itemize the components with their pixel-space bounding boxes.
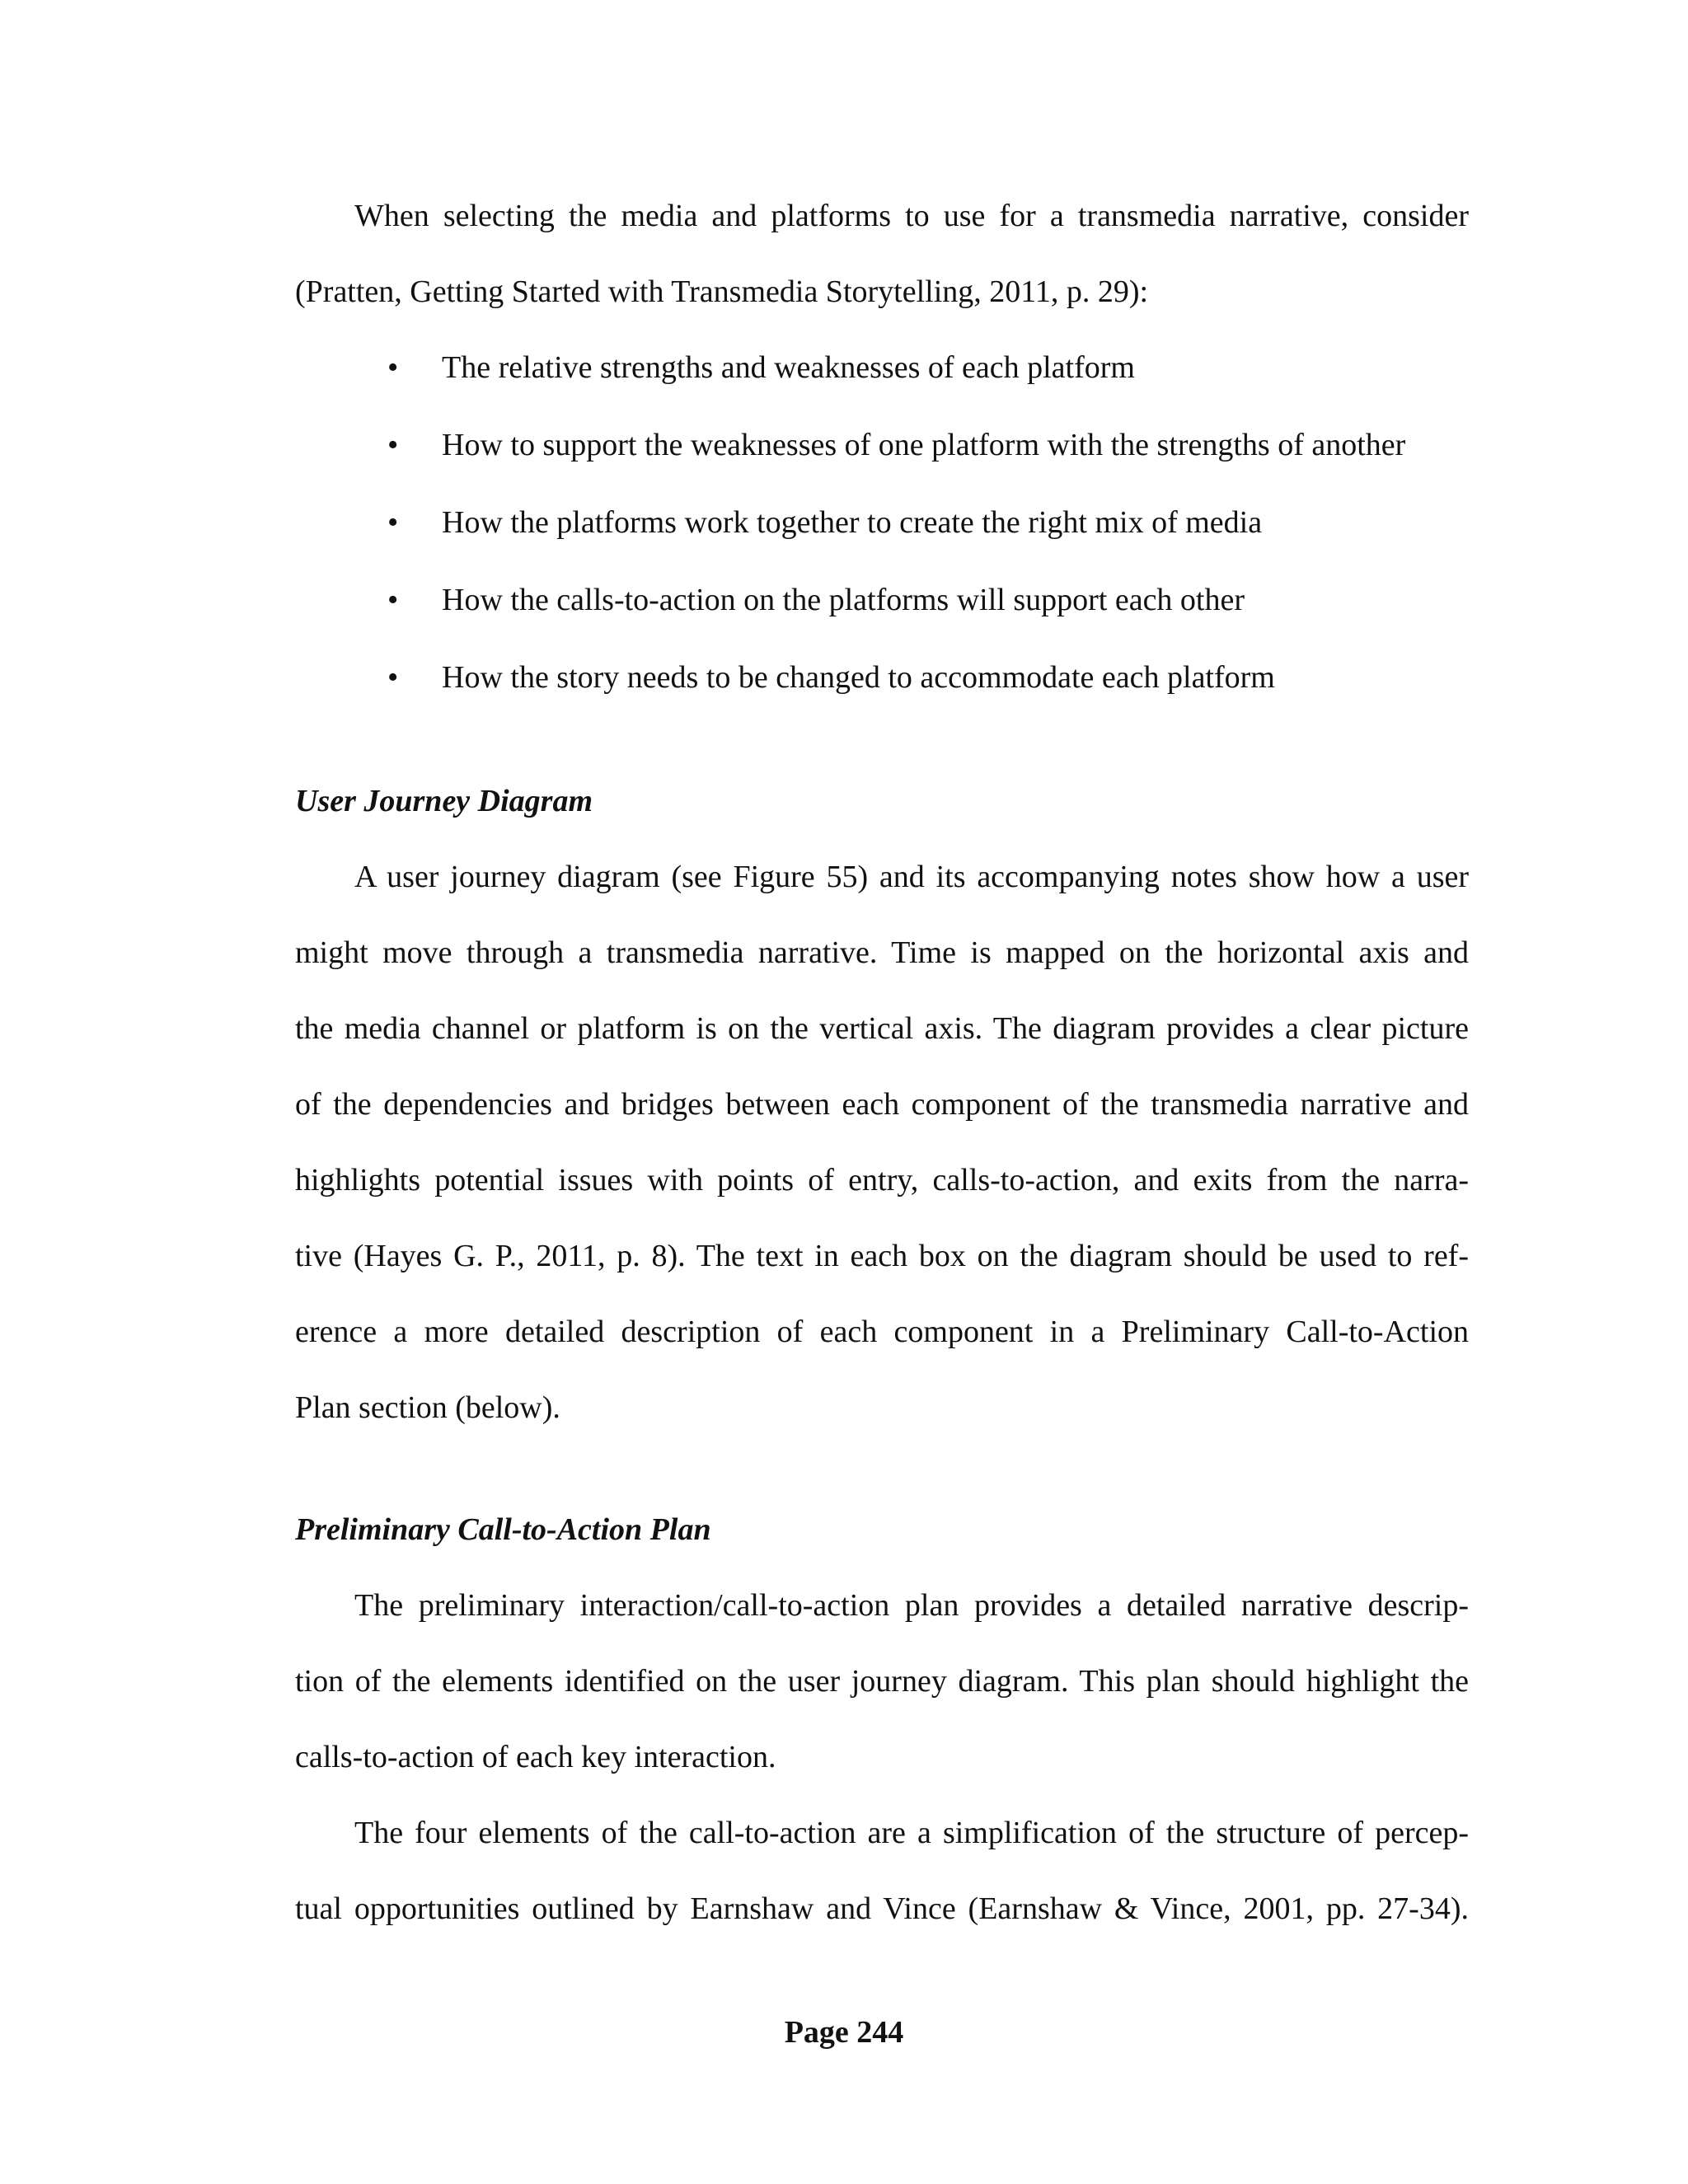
paragraph-line: of the dependencies and bridges between each component of the transmedia narrative and — [295, 1087, 1469, 1122]
intro-line-1: When selecting the media and platforms to use for a transmedia narrative, consider — [354, 199, 1469, 233]
section-heading-user-journey: User Journey Diagram — [295, 784, 593, 818]
paragraph-line: calls-to-action of each key interaction. — [295, 1740, 776, 1774]
paragraph-line: might move through a transmedia narrative. Time is mapped on the horizontal axis and — [295, 935, 1469, 970]
intro-line-2: (Pratten, Getting Started with Transmedia Storytelling, 2011, p. 29): — [295, 274, 1149, 309]
bullet-text: How to support the weaknesses of one platform with the strengths of another — [442, 428, 1406, 462]
paragraph-line: highlights potential issues with points of entry, calls-to-action, and exits from the narra- — [295, 1163, 1469, 1197]
bullet-icon: • — [387, 350, 399, 385]
paragraph-line: tual opportunities outlined by Earnshaw and Vince (Earnshaw & Vince, 2001, pp. 27-34). — [295, 1891, 1469, 1926]
paragraph-line: Plan section (below). — [295, 1390, 560, 1425]
paragraph-line: erence a more detailed description of each component in a Preliminary Call-to-Action — [295, 1315, 1469, 1349]
bullet-text: How the story needs to be changed to accommodate each platform — [442, 660, 1275, 695]
section-heading-call-to-action-plan: Preliminary Call-to-Action Plan — [295, 1512, 711, 1547]
paragraph-line: The four elements of the call-to-action are a simplification of the structure of percep- — [354, 1816, 1469, 1850]
paragraph-line: A user journey diagram (see Figure 55) and its accompanying notes show how a user — [354, 860, 1469, 894]
bullet-text: The relative strengths and weaknesses of each platform — [442, 350, 1135, 385]
paragraph-line: the media channel or platform is on the vertical axis. The diagram provides a clear picture — [295, 1011, 1469, 1046]
bullet-icon: • — [387, 583, 399, 617]
paragraph-line: tion of the elements identified on the user journey diagram. This plan should highlight the — [295, 1664, 1469, 1699]
bullet-text: How the platforms work together to create the right mix of media — [442, 505, 1263, 540]
page-number: Page 244 — [784, 2015, 904, 2050]
bullet-icon: • — [387, 428, 399, 462]
paragraph-line: tive (Hayes G. P., 2011, p. 8). The text in each box on the diagram should be used to ref- — [295, 1239, 1469, 1273]
paragraph-line: The preliminary interaction/call-to-action plan provides a detailed narrative descrip- — [354, 1588, 1469, 1623]
bullet-icon: • — [387, 660, 399, 695]
bullet-icon: • — [387, 505, 399, 540]
bullet-text: How the calls-to-action on the platforms will support each other — [442, 583, 1245, 617]
